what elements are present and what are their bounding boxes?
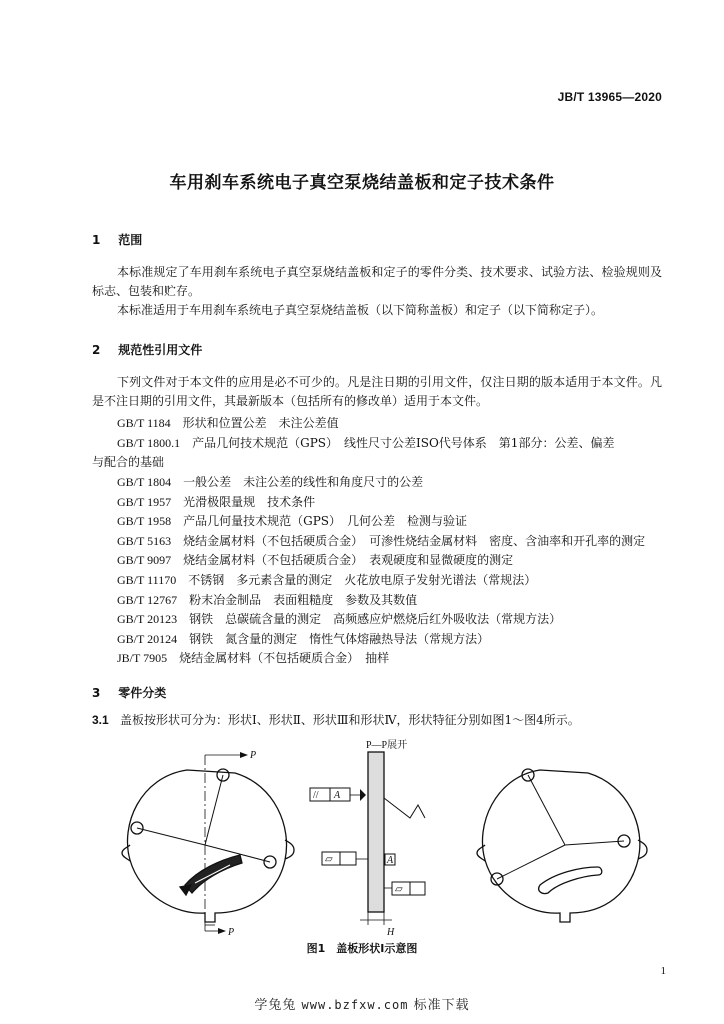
reference-title: 烧结金属材料（不包括硬质合金） 可渗性烧结金属材料 密度、含油率和开孔率的测定 [183, 534, 646, 548]
watermark-tag: 标准下载 [413, 998, 470, 1013]
datum-ref-1: A [334, 790, 341, 801]
reference-title: 不锈钢 多元素含量的测定 火花放电原子发射光谱法（常规法） [188, 573, 537, 587]
section-number: 2 [92, 343, 101, 357]
reference-item [117, 512, 467, 529]
reference-item [117, 630, 489, 647]
reference-title: 烧结金属材料（不包括硬质合金） 表观硬度和显微硬度的测定 [183, 553, 514, 567]
flatness-symbol-2: ▱ [395, 884, 403, 895]
reference-item [117, 610, 561, 627]
reference-code: GB/T 5163 [117, 534, 172, 548]
reference-item [117, 571, 536, 588]
reference-code: GB/T 1804 [117, 475, 172, 489]
reference-code: GB/T 11170 [117, 573, 177, 587]
reference-code: GB/T 1184 [117, 416, 171, 430]
section-title: 规范性引用文件 [118, 343, 203, 357]
cover-plate-rear-view [477, 769, 647, 922]
cover-plate-section-view [310, 752, 425, 925]
height-label: H [387, 927, 395, 938]
figure-1 [0, 735, 724, 945]
clause-number: 3.1 [92, 713, 109, 727]
section-number: 3 [92, 686, 101, 700]
scope-paragraph-1: 本标准规定了车用刹车系统电子真空泵烧结盖板和定子的零件分类、技术要求、试验方法、检验规则及标志、包装和贮存。 [92, 265, 662, 298]
reference-item [117, 551, 513, 568]
section-title: 范围 [118, 233, 143, 247]
reference-code: JB/T 7905 [117, 651, 168, 665]
parallelism-symbol: // [313, 790, 319, 801]
reference-code: GB/T 1800.1 [117, 436, 181, 450]
reference-title: 产品几何技术规范（GPS） 线性尺寸公差ISO代号体系 第1部分：公差、偏差 [192, 436, 615, 450]
reference-item [117, 493, 315, 510]
clause-3-1 [92, 711, 580, 728]
reference-item [117, 473, 423, 490]
cut-label-top: P [250, 750, 257, 761]
reference-item [117, 591, 417, 608]
reference-code: GB/T 1958 [117, 514, 172, 528]
section-number: 1 [92, 233, 101, 247]
watermark-brand: 学兔兔 [254, 998, 297, 1013]
reference-code: GB/T 1957 [117, 495, 172, 509]
reference-title: 钢铁 氮含量的测定 惰性气体熔融热导法（常规方法） [189, 632, 490, 646]
reference-title: 烧结金属材料（不包括硬质合金） 抽样 [179, 651, 390, 665]
datum-ref-2: A [387, 855, 394, 866]
reference-item [117, 414, 339, 431]
reference-title: 产品几何量技术规范（GPS） 几何公差 检测与验证 [183, 514, 468, 528]
reference-item [117, 649, 389, 666]
standard-code: JB/T 13965—2020 [557, 90, 662, 104]
reference-title: 粉末冶金制品 表面粗糙度 参数及其数值 [189, 593, 418, 607]
page-number: 1 [660, 965, 666, 977]
document-title: 车用刹车系统电子真空泵烧结盖板和定子技术条件 [169, 173, 555, 193]
section-1-heading [92, 231, 142, 248]
section-2-heading [92, 341, 202, 358]
reference-code: GB/T 9097 [117, 553, 172, 567]
reference-continuation: 与配合的基础 [92, 455, 165, 469]
cover-plate-front-view [122, 752, 294, 934]
figure-caption: 图1 盖板形状Ⅰ示意图 [306, 942, 418, 955]
figure-drawing [0, 735, 724, 945]
reference-title: 形状和位置公差 未注公差值 [182, 416, 339, 430]
watermark [0, 994, 724, 1013]
reference-code: GB/T 12767 [117, 593, 178, 607]
scope-paragraph-2: 本标准适用于车用刹车系统电子真空泵烧结盖板（以下简称盖板）和定子（以下简称定子）。 [117, 303, 604, 317]
references-intro: 下列文件对于本文件的应用是必不可少的。凡是注日期的引用文件，仅注日期的版本适用于本文件。凡是不注日期的引用文件，其最新版本（包括所有的修改单）适用于本文件。 [92, 375, 662, 408]
section-3-heading [92, 684, 166, 701]
reference-item [117, 532, 645, 549]
reference-code: GB/T 20124 [117, 632, 178, 646]
reference-title: 光滑极限量规 技术条件 [183, 495, 316, 509]
section-view-label: P—P展开 [366, 740, 408, 751]
cut-label-bottom: P [228, 927, 235, 938]
clause-text: 盖板按形状可分为：形状Ⅰ、形状Ⅱ、形状Ⅲ和形状Ⅳ，形状特征分别如图1～图4所示。 [120, 713, 580, 727]
reference-code: GB/T 20123 [117, 612, 178, 626]
reference-item [117, 434, 614, 451]
section-title: 零件分类 [118, 686, 167, 700]
flatness-symbol-1: ▱ [325, 854, 333, 865]
reference-title: 一般公差 未注公差的线性和角度尺寸的公差 [183, 475, 424, 489]
watermark-url[interactable]: www.bzfxw.com [301, 998, 409, 1012]
reference-title: 钢铁 总碳硫含量的测定 高频感应炉燃烧后红外吸收法（常规方法） [189, 612, 562, 626]
